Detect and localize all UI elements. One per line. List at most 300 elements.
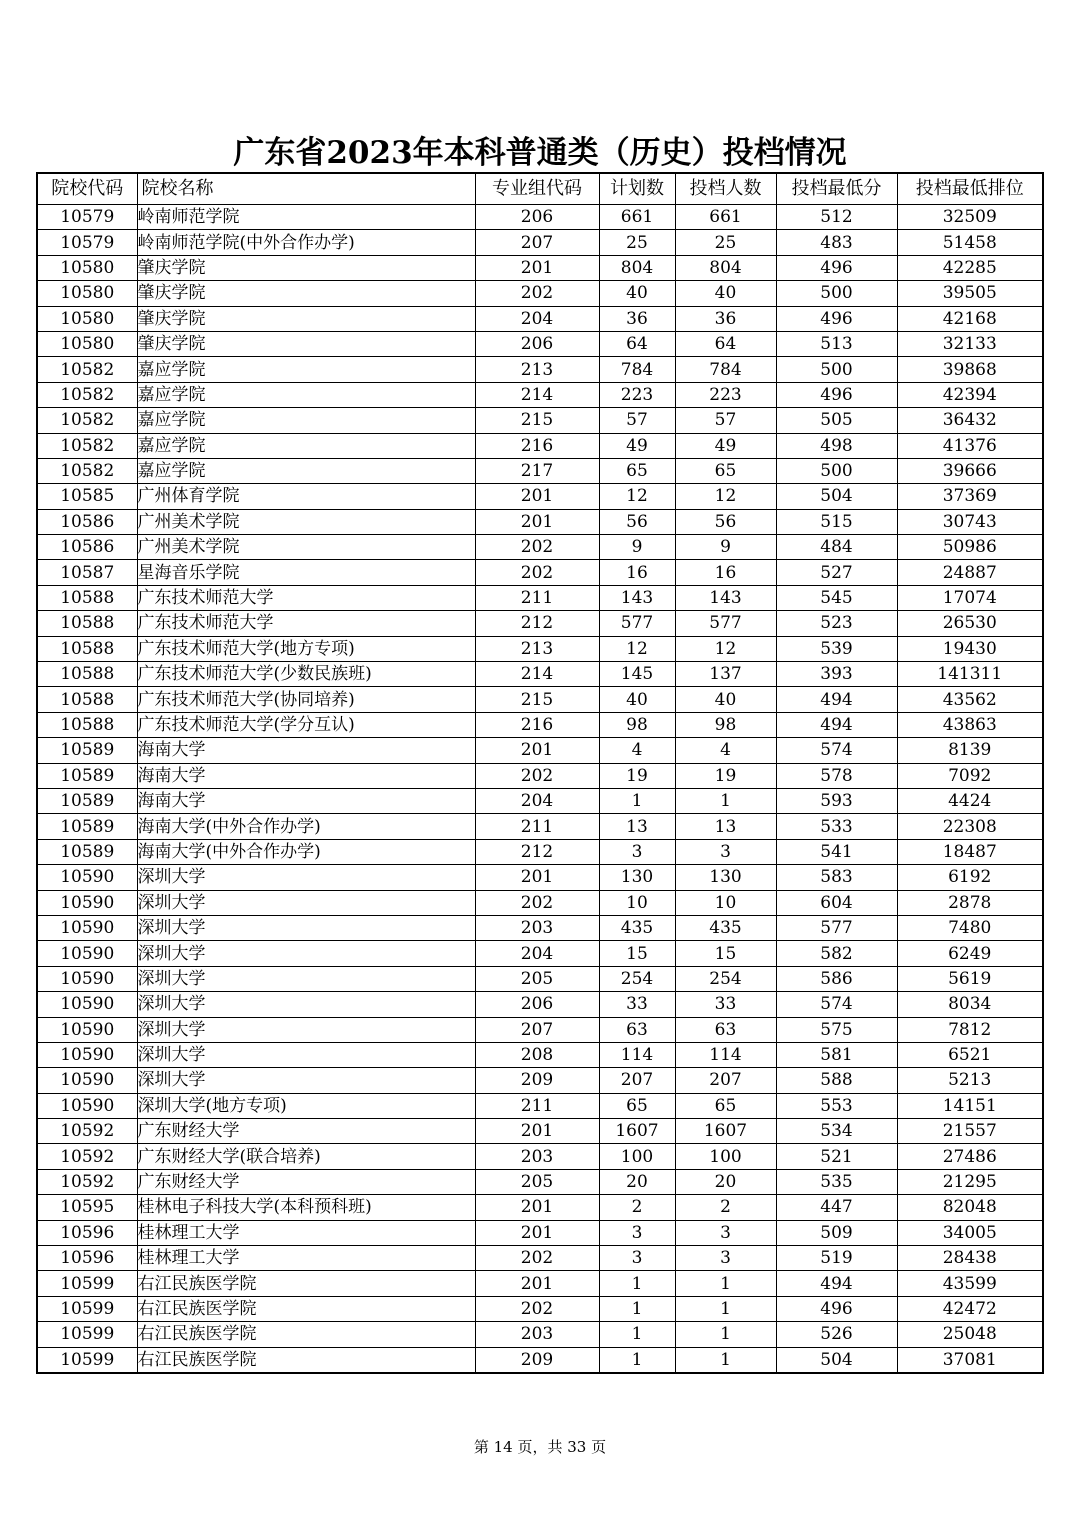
cell-group-code: 201: [475, 255, 599, 280]
cell-plan-count: 12: [599, 636, 675, 661]
cell-min-rank: 42394: [897, 382, 1043, 407]
cell-plan-count: 143: [599, 585, 675, 610]
cell-plan-count: 25: [599, 230, 675, 255]
cell-plan-count: 130: [599, 865, 675, 890]
cell-min-rank: 41376: [897, 433, 1043, 458]
cell-group-code: 202: [475, 1246, 599, 1271]
cell-admitted-count: 254: [675, 966, 776, 991]
cell-group-code: 201: [475, 1271, 599, 1296]
cell-min-rank: 32133: [897, 331, 1043, 356]
cell-admitted-count: 207: [675, 1068, 776, 1093]
cell-plan-count: 56: [599, 509, 675, 534]
cell-min-rank: 25048: [897, 1322, 1043, 1347]
cell-admitted-count: 804: [675, 255, 776, 280]
table-row: [37, 230, 1043, 255]
cell-school-code: 10582: [37, 382, 137, 407]
cell-admitted-count: 65: [675, 458, 776, 483]
cell-school-code: 10589: [37, 788, 137, 813]
cell-admitted-count: 12: [675, 636, 776, 661]
cell-group-code: 214: [475, 382, 599, 407]
cell-group-code: 207: [475, 230, 599, 255]
cell-school-code: 10588: [37, 611, 137, 636]
cell-min-rank: 28438: [897, 1246, 1043, 1271]
cell-group-code: 201: [475, 738, 599, 763]
cell-school-code: 10590: [37, 1068, 137, 1093]
cell-school-name: 深圳大学: [137, 992, 475, 1017]
cell-admitted-count: 1: [675, 1347, 776, 1373]
cell-min-score: 539: [776, 636, 897, 661]
cell-group-code: 215: [475, 687, 599, 712]
cell-min-rank: 34005: [897, 1220, 1043, 1245]
cell-school-code: 10580: [37, 281, 137, 306]
table-row: [37, 205, 1043, 230]
cell-school-code: 10590: [37, 966, 137, 991]
cell-plan-count: 1: [599, 1347, 675, 1373]
cell-school-name: 右江民族医学院: [137, 1322, 475, 1347]
cell-min-score: 581: [776, 1042, 897, 1067]
cell-plan-count: 65: [599, 1093, 675, 1118]
cell-admitted-count: 130: [675, 865, 776, 890]
cell-plan-count: 207: [599, 1068, 675, 1093]
cell-group-code: 211: [475, 1093, 599, 1118]
cell-school-code: 10579: [37, 230, 137, 255]
cell-admitted-count: 1: [675, 788, 776, 813]
table-row: [37, 738, 1043, 763]
cell-min-score: 504: [776, 484, 897, 509]
cell-admitted-count: 1: [675, 1322, 776, 1347]
cell-group-code: 213: [475, 636, 599, 661]
cell-min-rank: 43599: [897, 1271, 1043, 1296]
table-row: [37, 458, 1043, 483]
cell-group-code: 206: [475, 992, 599, 1017]
cell-school-code: 10589: [37, 738, 137, 763]
cell-min-score: 484: [776, 535, 897, 560]
cell-min-score: 521: [776, 1144, 897, 1169]
cell-admitted-count: 9: [675, 535, 776, 560]
cell-plan-count: 13: [599, 814, 675, 839]
cell-school-name: 右江民族医学院: [137, 1347, 475, 1373]
cell-min-score: 504: [776, 1347, 897, 1373]
cell-school-code: 10582: [37, 408, 137, 433]
cell-min-score: 574: [776, 738, 897, 763]
cell-admitted-count: 19: [675, 763, 776, 788]
cell-admitted-count: 100: [675, 1144, 776, 1169]
table-row: [37, 357, 1043, 382]
cell-school-code: 10590: [37, 1093, 137, 1118]
cell-admitted-count: 784: [675, 357, 776, 382]
cell-school-name: 桂林电子科技大学(本科预科班): [137, 1195, 475, 1220]
cell-admitted-count: 10: [675, 890, 776, 915]
cell-min-score: 494: [776, 687, 897, 712]
cell-admitted-count: 64: [675, 331, 776, 356]
cell-school-code: 10596: [37, 1220, 137, 1245]
cell-school-code: 10590: [37, 865, 137, 890]
table-row: [37, 1017, 1043, 1042]
cell-admitted-count: 661: [675, 205, 776, 230]
cell-min-score: 583: [776, 865, 897, 890]
cell-min-rank: 7092: [897, 763, 1043, 788]
col-header-admitted: 投档人数: [675, 173, 776, 205]
cell-min-score: 447: [776, 1195, 897, 1220]
cell-plan-count: 40: [599, 281, 675, 306]
cell-group-code: 215: [475, 408, 599, 433]
col-header-school-name: 院校名称: [137, 173, 475, 205]
cell-min-score: 533: [776, 814, 897, 839]
cell-admitted-count: 577: [675, 611, 776, 636]
cell-school-name: 肇庆学院: [137, 331, 475, 356]
cell-group-code: 201: [475, 509, 599, 534]
cell-min-rank: 50986: [897, 535, 1043, 560]
cell-admitted-count: 20: [675, 1169, 776, 1194]
cell-school-code: 10590: [37, 915, 137, 940]
cell-school-code: 10588: [37, 636, 137, 661]
table-row: [37, 865, 1043, 890]
cell-school-name: 广东财经大学: [137, 1169, 475, 1194]
cell-admitted-count: 3: [675, 1220, 776, 1245]
table-row: [37, 255, 1043, 280]
cell-group-code: 205: [475, 1169, 599, 1194]
table-row: [37, 382, 1043, 407]
cell-group-code: 202: [475, 560, 599, 585]
cell-admitted-count: 137: [675, 662, 776, 687]
cell-school-name: 深圳大学: [137, 915, 475, 940]
cell-admitted-count: 63: [675, 1017, 776, 1042]
cell-school-name: 深圳大学: [137, 966, 475, 991]
table-row: [37, 1068, 1043, 1093]
cell-school-code: 10580: [37, 255, 137, 280]
cell-min-rank: 5213: [897, 1068, 1043, 1093]
cell-min-rank: 7480: [897, 915, 1043, 940]
cell-group-code: 204: [475, 788, 599, 813]
cell-school-code: 10589: [37, 814, 137, 839]
cell-school-name: 海南大学(中外合作办学): [137, 839, 475, 864]
cell-school-name: 右江民族医学院: [137, 1271, 475, 1296]
cell-group-code: 212: [475, 611, 599, 636]
cell-min-rank: 22308: [897, 814, 1043, 839]
cell-plan-count: 3: [599, 839, 675, 864]
cell-school-name: 广州体育学院: [137, 484, 475, 509]
cell-school-code: 10587: [37, 560, 137, 585]
cell-min-rank: 37081: [897, 1347, 1043, 1373]
cell-school-name: 深圳大学(地方专项): [137, 1093, 475, 1118]
cell-min-score: 512: [776, 205, 897, 230]
cell-school-code: 10585: [37, 484, 137, 509]
cell-plan-count: 10: [599, 890, 675, 915]
cell-min-score: 541: [776, 839, 897, 864]
table-row: [37, 535, 1043, 560]
cell-school-name: 嘉应学院: [137, 357, 475, 382]
cell-school-code: 10582: [37, 433, 137, 458]
cell-plan-count: 2: [599, 1195, 675, 1220]
cell-school-name: 深圳大学: [137, 890, 475, 915]
cell-group-code: 201: [475, 1195, 599, 1220]
cell-min-score: 578: [776, 763, 897, 788]
cell-plan-count: 57: [599, 408, 675, 433]
table-row: [37, 1195, 1043, 1220]
table-row: [37, 712, 1043, 737]
cell-school-name: 肇庆学院: [137, 306, 475, 331]
table-row: [37, 992, 1043, 1017]
table-row: [37, 941, 1043, 966]
cell-school-code: 10580: [37, 306, 137, 331]
cell-group-code: 213: [475, 357, 599, 382]
page-footer: 第 14 页，共 33 页: [473, 1438, 607, 1456]
table-header-row: [37, 173, 1043, 205]
col-header-min-score: 投档最低分: [776, 173, 897, 205]
table-row: [37, 1042, 1043, 1067]
cell-min-score: 534: [776, 1119, 897, 1144]
cell-min-score: 496: [776, 255, 897, 280]
cell-school-name: 岭南师范学院(中外合作办学): [137, 230, 475, 255]
cell-school-name: 岭南师范学院: [137, 205, 475, 230]
cell-plan-count: 100: [599, 1144, 675, 1169]
cell-min-score: 577: [776, 915, 897, 940]
cell-admitted-count: 12: [675, 484, 776, 509]
table-row: [37, 1093, 1043, 1118]
cell-school-code: 10586: [37, 509, 137, 534]
cell-admitted-count: 56: [675, 509, 776, 534]
cell-min-rank: 39666: [897, 458, 1043, 483]
cell-group-code: 209: [475, 1347, 599, 1373]
cell-school-code: 10579: [37, 205, 137, 230]
cell-min-score: 500: [776, 281, 897, 306]
table-row: [37, 1119, 1043, 1144]
cell-group-code: 201: [475, 484, 599, 509]
cell-min-score: 496: [776, 1296, 897, 1321]
cell-min-score: 523: [776, 611, 897, 636]
table-row: [37, 484, 1043, 509]
cell-school-name: 深圳大学: [137, 1017, 475, 1042]
cell-school-name: 海南大学(中外合作办学): [137, 814, 475, 839]
cell-admitted-count: 3: [675, 1246, 776, 1271]
cell-school-name: 广东技术师范大学(学分互认): [137, 712, 475, 737]
cell-plan-count: 36: [599, 306, 675, 331]
cell-group-code: 204: [475, 306, 599, 331]
cell-school-code: 10589: [37, 763, 137, 788]
cell-admitted-count: 1607: [675, 1119, 776, 1144]
cell-min-rank: 39505: [897, 281, 1043, 306]
cell-school-name: 广州美术学院: [137, 535, 475, 560]
cell-school-name: 深圳大学: [137, 1042, 475, 1067]
cell-group-code: 204: [475, 941, 599, 966]
cell-school-code: 10582: [37, 458, 137, 483]
cell-admitted-count: 40: [675, 687, 776, 712]
cell-min-score: 494: [776, 712, 897, 737]
cell-min-rank: 42285: [897, 255, 1043, 280]
cell-group-code: 214: [475, 662, 599, 687]
table-row: [37, 788, 1043, 813]
cell-min-rank: 42472: [897, 1296, 1043, 1321]
table-row: [37, 509, 1043, 534]
cell-group-code: 209: [475, 1068, 599, 1093]
table-row: [37, 1144, 1043, 1169]
cell-min-score: 575: [776, 1017, 897, 1042]
cell-school-code: 10590: [37, 992, 137, 1017]
cell-min-score: 515: [776, 509, 897, 534]
cell-min-rank: 27486: [897, 1144, 1043, 1169]
cell-min-rank: 21295: [897, 1169, 1043, 1194]
cell-school-name: 深圳大学: [137, 941, 475, 966]
col-header-plan: 计划数: [599, 173, 675, 205]
cell-school-code: 10592: [37, 1144, 137, 1169]
cell-min-score: 527: [776, 560, 897, 585]
cell-plan-count: 4: [599, 738, 675, 763]
cell-min-score: 505: [776, 408, 897, 433]
cell-min-rank: 17074: [897, 585, 1043, 610]
table-row: [37, 560, 1043, 585]
cell-plan-count: 1: [599, 1296, 675, 1321]
cell-school-name: 海南大学: [137, 788, 475, 813]
table-row: [37, 1169, 1043, 1194]
cell-admitted-count: 1: [675, 1296, 776, 1321]
cell-min-rank: 42168: [897, 306, 1043, 331]
cell-plan-count: 254: [599, 966, 675, 991]
table-row: [37, 433, 1043, 458]
table-row: [37, 687, 1043, 712]
table-row: [37, 814, 1043, 839]
cell-school-code: 10592: [37, 1169, 137, 1194]
cell-plan-count: 145: [599, 662, 675, 687]
cell-min-score: 498: [776, 433, 897, 458]
cell-plan-count: 1: [599, 1271, 675, 1296]
table-row: [37, 636, 1043, 661]
cell-plan-count: 12: [599, 484, 675, 509]
cell-school-name: 广东财经大学: [137, 1119, 475, 1144]
cell-admitted-count: 25: [675, 230, 776, 255]
cell-min-score: 393: [776, 662, 897, 687]
cell-plan-count: 661: [599, 205, 675, 230]
cell-admitted-count: 65: [675, 1093, 776, 1118]
table-row: [37, 1271, 1043, 1296]
cell-plan-count: 64: [599, 331, 675, 356]
cell-admitted-count: 57: [675, 408, 776, 433]
table-row: [37, 966, 1043, 991]
cell-school-name: 桂林理工大学: [137, 1246, 475, 1271]
cell-group-code: 202: [475, 281, 599, 306]
cell-min-rank: 6249: [897, 941, 1043, 966]
cell-group-code: 211: [475, 814, 599, 839]
cell-group-code: 212: [475, 839, 599, 864]
cell-min-rank: 8034: [897, 992, 1043, 1017]
cell-plan-count: 15: [599, 941, 675, 966]
cell-admitted-count: 143: [675, 585, 776, 610]
cell-plan-count: 49: [599, 433, 675, 458]
cell-school-code: 10588: [37, 687, 137, 712]
table-body: [37, 205, 1043, 1373]
cell-school-name: 广东财经大学(联合培养): [137, 1144, 475, 1169]
cell-admitted-count: 98: [675, 712, 776, 737]
cell-plan-count: 63: [599, 1017, 675, 1042]
cell-school-name: 广东技术师范大学(少数民族班): [137, 662, 475, 687]
cell-school-name: 右江民族医学院: [137, 1296, 475, 1321]
cell-group-code: 203: [475, 1144, 599, 1169]
cell-plan-count: 19: [599, 763, 675, 788]
cell-school-code: 10595: [37, 1195, 137, 1220]
cell-school-code: 10589: [37, 839, 137, 864]
cell-plan-count: 804: [599, 255, 675, 280]
cell-min-rank: 4424: [897, 788, 1043, 813]
col-header-group-code: 专业组代码: [475, 173, 599, 205]
cell-school-code: 10590: [37, 890, 137, 915]
cell-group-code: 202: [475, 1296, 599, 1321]
cell-school-code: 10590: [37, 1017, 137, 1042]
cell-admitted-count: 2: [675, 1195, 776, 1220]
cell-plan-count: 3: [599, 1246, 675, 1271]
cell-school-code: 10588: [37, 712, 137, 737]
cell-min-rank: 26530: [897, 611, 1043, 636]
cell-group-code: 211: [475, 585, 599, 610]
cell-admitted-count: 36: [675, 306, 776, 331]
cell-min-score: 519: [776, 1246, 897, 1271]
cell-school-name: 广东技术师范大学: [137, 585, 475, 610]
cell-plan-count: 16: [599, 560, 675, 585]
page-title: 广东省2023年本科普通类（历史）投档情况: [233, 135, 847, 171]
cell-group-code: 206: [475, 205, 599, 230]
table-row: [37, 763, 1043, 788]
cell-group-code: 216: [475, 433, 599, 458]
cell-plan-count: 1607: [599, 1119, 675, 1144]
cell-school-name: 嘉应学院: [137, 408, 475, 433]
cell-plan-count: 114: [599, 1042, 675, 1067]
cell-plan-count: 9: [599, 535, 675, 560]
cell-plan-count: 65: [599, 458, 675, 483]
cell-group-code: 202: [475, 535, 599, 560]
table-row: [37, 662, 1043, 687]
cell-min-rank: 19430: [897, 636, 1043, 661]
cell-admitted-count: 435: [675, 915, 776, 940]
cell-admitted-count: 3: [675, 839, 776, 864]
cell-min-rank: 24887: [897, 560, 1043, 585]
cell-min-score: 535: [776, 1169, 897, 1194]
cell-min-score: 500: [776, 357, 897, 382]
cell-group-code: 208: [475, 1042, 599, 1067]
cell-plan-count: 1: [599, 1322, 675, 1347]
cell-plan-count: 1: [599, 788, 675, 813]
table-row: [37, 611, 1043, 636]
cell-min-rank: 43863: [897, 712, 1043, 737]
cell-group-code: 201: [475, 1119, 599, 1144]
cell-group-code: 203: [475, 915, 599, 940]
cell-school-name: 深圳大学: [137, 865, 475, 890]
table-row: [37, 331, 1043, 356]
cell-min-rank: 18487: [897, 839, 1043, 864]
cell-school-code: 10596: [37, 1246, 137, 1271]
table-row: [37, 408, 1043, 433]
cell-school-code: 10588: [37, 585, 137, 610]
table-row: [37, 585, 1043, 610]
cell-min-rank: 37369: [897, 484, 1043, 509]
admission-table: [36, 172, 1044, 1374]
cell-min-rank: 21557: [897, 1119, 1043, 1144]
cell-school-code: 10582: [37, 357, 137, 382]
cell-admitted-count: 16: [675, 560, 776, 585]
cell-school-code: 10580: [37, 331, 137, 356]
cell-min-score: 509: [776, 1220, 897, 1245]
cell-min-rank: 7812: [897, 1017, 1043, 1042]
cell-min-rank: 6192: [897, 865, 1043, 890]
cell-min-rank: 30743: [897, 509, 1043, 534]
cell-school-name: 嘉应学院: [137, 458, 475, 483]
table-row: [37, 915, 1043, 940]
cell-admitted-count: 40: [675, 281, 776, 306]
table-row: [37, 1347, 1043, 1373]
cell-admitted-count: 1: [675, 1271, 776, 1296]
cell-min-rank: 36432: [897, 408, 1043, 433]
cell-min-score: 593: [776, 788, 897, 813]
table-row: [37, 1322, 1043, 1347]
cell-plan-count: 20: [599, 1169, 675, 1194]
cell-school-name: 嘉应学院: [137, 433, 475, 458]
